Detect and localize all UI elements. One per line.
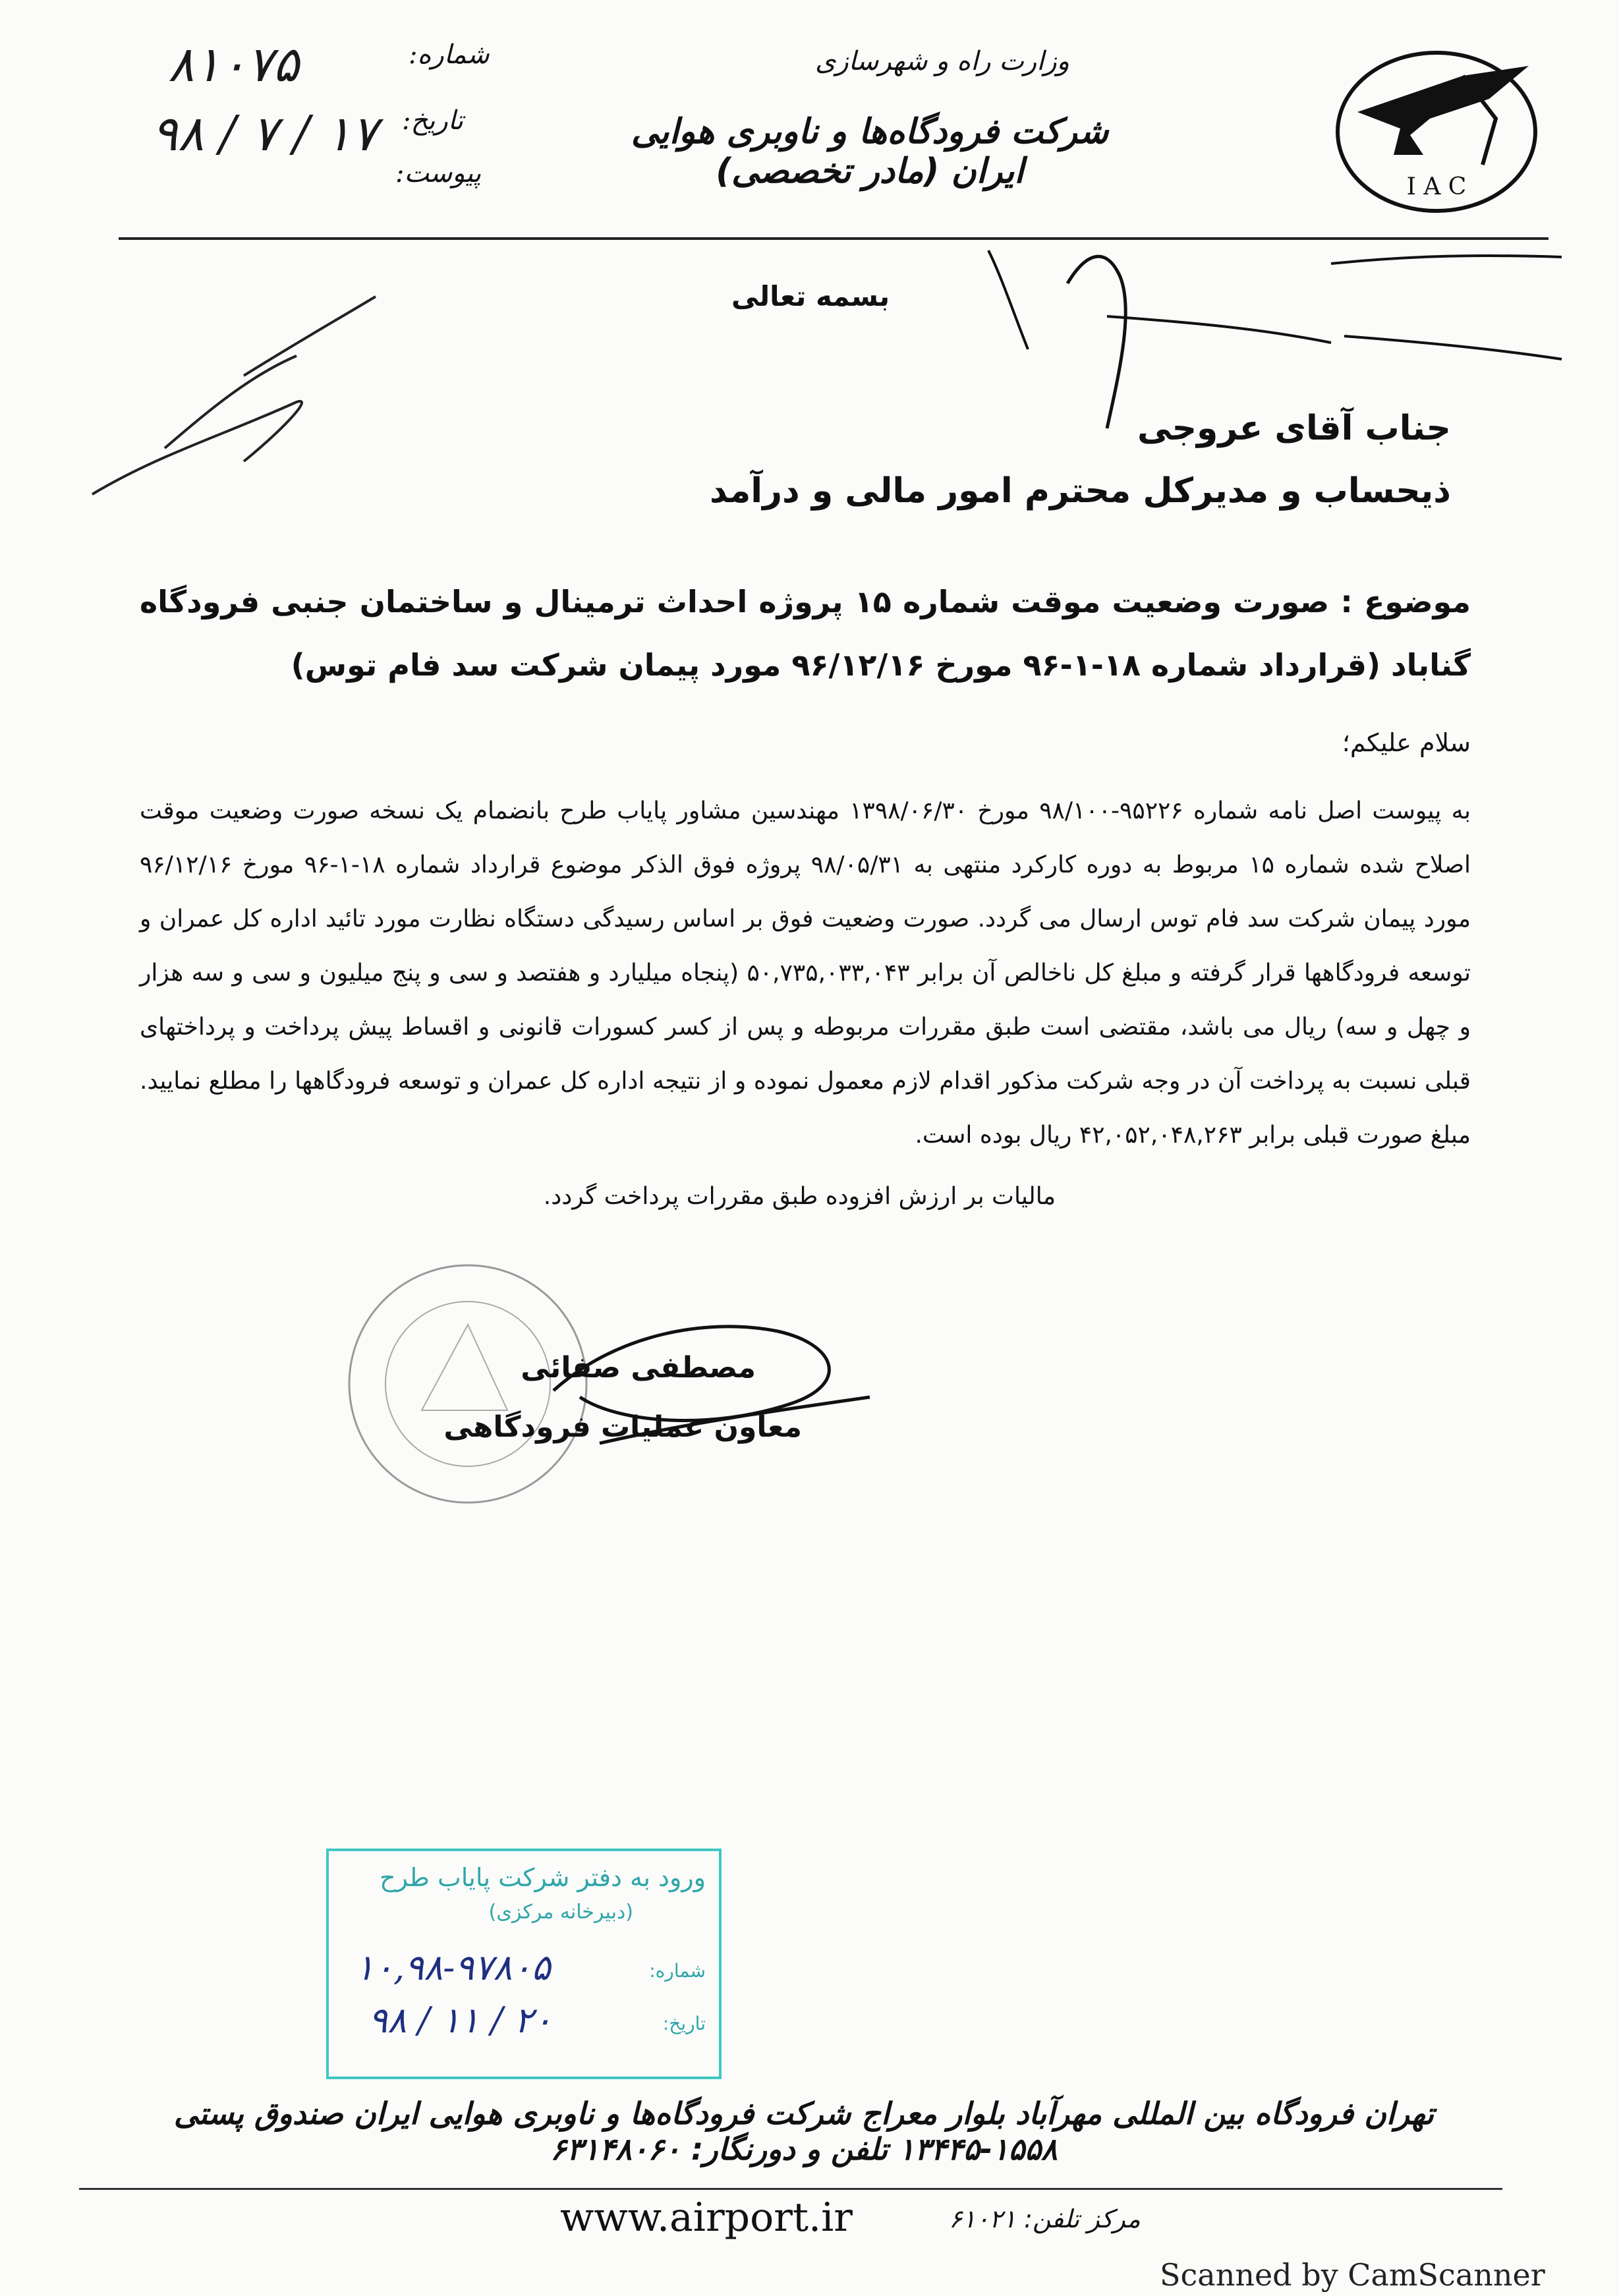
vat-note: مالیات بر ارزش افزوده طبق مقررات پرداخت گردد. — [543, 1183, 1056, 1210]
stamp-date-label: تاریخ: — [662, 2013, 706, 2034]
letter-number: ۸۱۰۷۵ — [168, 36, 299, 93]
company-name: شرکت فرودگاه‌ها و ناوبری هوایی ایران (مادر تخصصی) — [631, 112, 1109, 191]
stamp-number: ۱۰,۹۸-۹۷۸۰۵ — [355, 1947, 551, 1988]
scanner-watermark: Scanned by CamScanner — [1160, 2257, 1545, 2293]
footer-divider — [79, 2188, 1502, 2190]
stamp-date: ۹۸ / ۱۱ / ۲۰ — [368, 1999, 553, 2041]
letter-date: ۹۸ / ۷ / ۱۷ — [152, 105, 378, 162]
footer-address: تهران فرودگاه بین المللی مهرآباد بلوار معراج شرکت فرودگاه‌ها و ناوبری هوایی ایران صندوق پستی ۱۵۵۸-۱۳۴۴۵ تلفن و دورنگار: ۶۳۱۴۸۰۶۰ — [173, 2096, 1434, 2167]
bismillah: بسمه تعالی — [731, 280, 890, 312]
center-telephone: مرکز تلفن: ۶۱۰۲۱ — [949, 2204, 1141, 2233]
letter-body: به پیوست اصل نامه شماره ۹۵۲۲۶-۹۸/۱۰۰ مورخ ۱۳۹۸/۰۶/۳۰ مهندسین مشاور پایاب طرح بانضمام یک نسخه صورت وضعیت موقت اصلاح شده شماره ۱۵ مربوط به دوره کارکرد منتهی به ۹۸/۰۵/۳۱ پروژه فوق الذکر موضوع قرارداد شماره ۱۸-۱-۹۶ مورخ ۹۶/۱۲/۱۶ مورد پیمان شرکت سد فام توس ارسال می گردد. صورت وضعیت فوق بر اساس رسیدگی دستگاه نظارت مورد تائید اداره کل عمران و توسعه فرودگاهها قرار گرفته و مبلغ کل ناخالص آن برابر ۵۰,۷۳۵,۰۳۳,۰۴۳ (پنجاه میلیارد و هفتصد و سی و پنج میلیون و سی و سه هزار و چهل و سه) ریال می باشد، مقتضی است طبق مقررات مربوطه و پس از کسر کسورات قانونی و اقساط پیش پرداخت و پرداختهای قبلی نسبت به پرداخت آن در وجه شرکت مذکور اقدام لازم معمول نموده و از نتیجه اداره کل عمران و توسعه فرودگاهها را مطلع نمایید. مبلغ صورت قبلی برابر ۴۲,۰۵۲,۰۴۸,۲۶۳ ریال بوده است. — [140, 797, 1471, 1149]
stamp-title: ورود به دفتر شرکت پایاب طرح — [380, 1863, 706, 1892]
stamp-subtitle: (دبیرخانه مرکزی) — [488, 1901, 633, 1924]
signer-name: مصطفی صفائی — [521, 1351, 756, 1385]
date-label: تاریخ: — [402, 105, 464, 136]
ministry-name: وزارت راه و شهرسازی — [815, 46, 1069, 76]
subject: موضوع : صورت وضعیت موقت شماره ۱۵ پروژه احداث ترمینال و ساختمان جنبی فرودگاه گناباد (قرارداد شماره ۱۸-۱-۹۶ مورخ ۹۶/۱۲/۱۶ مورد پیمان شرکت سد فام توس) — [140, 584, 1471, 683]
addressee-title: ذیحساب و مدیرکل محترم امور مالی و درآمد — [710, 471, 1451, 511]
website-link[interactable]: www.airport.ir — [560, 2195, 853, 2241]
stamp-number-label: شماره: — [649, 1960, 706, 1982]
number-label: شماره: — [409, 40, 490, 70]
logo-text: I A C — [1406, 173, 1467, 200]
receipt-stamp — [326, 1849, 722, 2079]
greeting: سلام علیکم؛ — [1342, 728, 1471, 757]
signer-title: معاون عملیات فرودگاهی — [443, 1410, 802, 1444]
company-logo — [1331, 40, 1542, 217]
attachment-label: پیوست: — [395, 158, 482, 188]
addressee-name: جناب آقای عروجی — [1137, 409, 1451, 448]
